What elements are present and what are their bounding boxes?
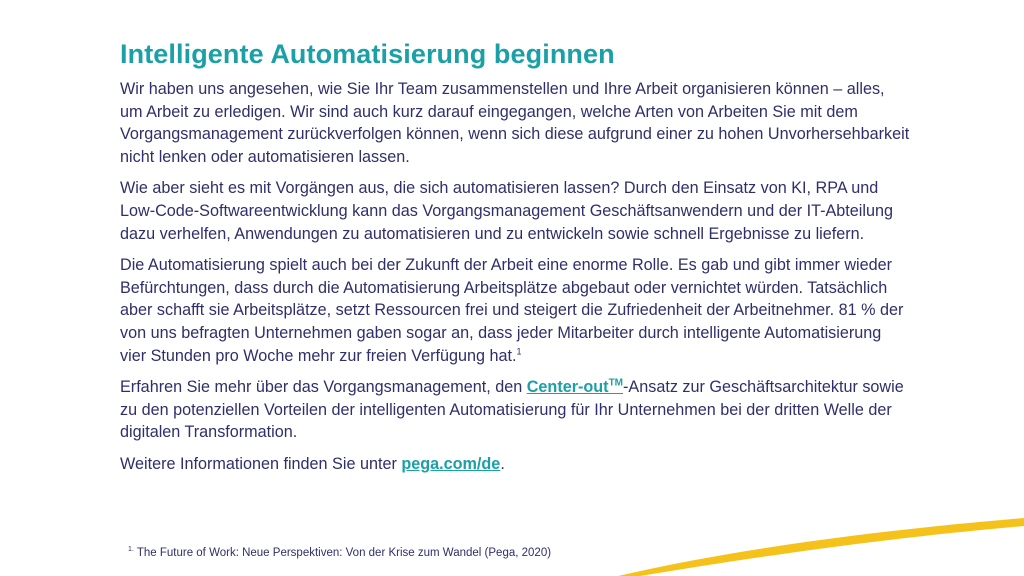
page-title: Intelligente Automatisierung beginnen <box>120 39 615 69</box>
footnote-ref[interactable]: 1 <box>516 346 522 357</box>
paragraph-5 <box>120 453 910 476</box>
center-out-link[interactable] <box>527 378 623 396</box>
paragraph-3 <box>120 254 910 367</box>
footnote-text: The Future of Work: Neue Perspektiven: Von der Krise zum Wandel (Pega, 2020) <box>136 547 552 559</box>
center-out-link-text: Center-out <box>526 378 609 397</box>
swoosh-curve <box>618 518 1024 576</box>
footnote-marker: 1. <box>128 546 134 554</box>
paragraph-1: Wir haben uns angesehen, wie Sie Ihr Team zusammenstellen und Ihre Arbeit organisieren können – alles, um Arbeit zu erledigen. Wir sind auch kurz darauf eingegangen, welche Arten von Arbeiten Sie mit dem Vorgangsmanagement zurückverfolgen können, wenn sich diese aufgrund einer zu hohen Unvorhersehbarkeit nicht lenken oder automatisieren lassen. <box>120 80 910 166</box>
main-content <box>120 38 910 485</box>
paragraph-2: Wie aber sieht es mit Vorgängen aus, die sich automatisieren lassen? Durch den Einsatz von KI, RPA und Low-Code-Softwareentwicklung kann das Vorgangsmanagement Geschäftsanwendern und der IT-Abteilung dazu verhelfen, Anwendungen zu automatisieren und zu entwickeln sowie schnell Ergebnisse zu liefern. <box>120 179 893 243</box>
paragraph-4-tail: -Ansatz zur Geschäftsarchitektur sowie zu den potenziellen Vorteilen der intelligenten Automatisierung für Ihr Unternehmen bei der dritten Welle der digitalen Transformation. <box>120 378 904 442</box>
paragraph-5-lead: Weitere Informationen finden Sie unter <box>120 454 402 473</box>
pega-link[interactable]: pega.com/de <box>401 454 501 473</box>
trademark-mark: TM <box>608 377 624 389</box>
paragraph-4 <box>120 376 910 444</box>
paragraph-4-lead: Erfahren Sie mehr über das Vorgangsmanagement, den <box>120 378 527 397</box>
footnote <box>128 547 551 559</box>
paragraph-5-tail: . <box>500 454 505 473</box>
paragraph-3-text: Die Automatisierung spielt auch bei der Zukunft der Arbeit eine enorme Rolle. Es gab und gibt immer wieder Befürchtungen, dass durch die Automatisierung Arbeitsplätze abgebaut oder vernichtet würden. Tatsächlich aber schafft sie Arbeitsplätze, setzt Ressourcen frei und steigert die Zufriedenheit der Arbeitnehmer. 81 % der von uns befragten Unternehmen gaben sogar an, dass jeder Mitarbeiter durch intelligente Automatisierung vier Stunden pro Woche mehr zur freien Verfügung hat. <box>120 256 904 365</box>
